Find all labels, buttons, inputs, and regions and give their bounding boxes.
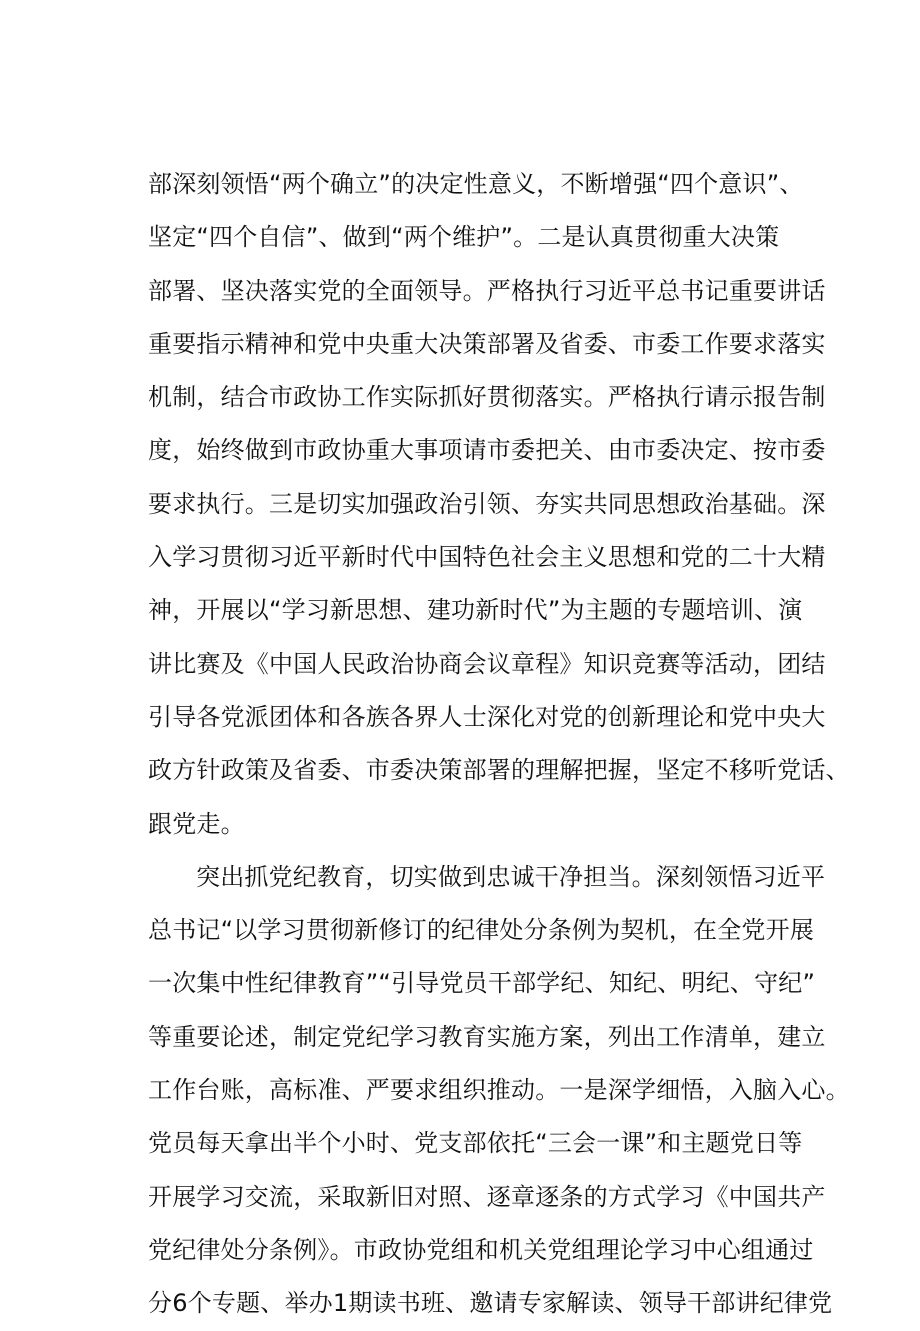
paragraph-1-line-8: 入学习贯彻习近平新时代中国特色社会主义思想和党的二十大精 <box>148 543 826 572</box>
paragraph-1-line-10: 讲比赛及《中国人民政治协商会议章程》知识竞赛等活动，团结 <box>148 649 826 678</box>
paragraph-2-line-9: 分6个专题、举办1期读书班、邀请专家解读、领导干部讲纪律党 <box>148 1289 833 1318</box>
paragraph-1-line-13: 跟党走。 <box>148 809 245 838</box>
paragraph-2-line-3: 一次集中性纪律教育”“引导党员干部学纪、知纪、明纪、守纪” <box>148 969 816 998</box>
paragraph-1 <box>148 158 850 851</box>
paragraph-1-line-11: 引导各党派团体和各族各界人士深化对党的创新理论和党中央大 <box>148 702 826 731</box>
paragraph-2 <box>148 851 850 1331</box>
paragraph-1-line-5: 机制，结合市政协工作实际抓好贯彻落实。严格执行请示报告制 <box>148 383 826 412</box>
paragraph-1-line-4: 重要指示精神和党中央重大决策部署及省委、市委工作要求落实 <box>148 329 826 358</box>
paragraph-2-line-7: 开展学习交流，采取新旧对照、逐章逐条的方式学习《中国共产 <box>148 1182 826 1211</box>
paragraph-2-line-6: 党员每天拿出半个小时、党支部依托“三会一课”和主题党日等 <box>148 1129 803 1158</box>
paragraph-1-line-1: 部深刻领悟“两个确立”的决定性意义，不断增强“四个意识”、 <box>148 170 804 198</box>
paragraph-1-line-9: 神，开展以“学习新思想、建功新时代”为主题的专题培训、演 <box>148 596 803 625</box>
paragraph-2-line-8: 党纪律处分条例》。市政协党组和机关党组理论学习中心组通过 <box>148 1235 814 1264</box>
paragraph-2-line-2: 总书记“以学习贯彻新修订的纪律处分条例为契机，在全党开展 <box>148 916 815 945</box>
paragraph-1-line-2: 坚定“四个自信”、做到“两个维护”。二是认真贯彻重大决策 <box>148 223 780 252</box>
document-body <box>148 158 850 1331</box>
paragraph-1-line-3: 部署、坚决落实党的全面领导。严格执行习近平总书记重要讲话 <box>148 276 826 305</box>
paragraph-2-line-5: 工作台账，高标准、严要求组织推动。一是深学细悟，入脑入心。 <box>148 1076 850 1105</box>
paragraph-1-line-6: 度，始终做到市政协重大事项请市委把关、由市委决定、按市委 <box>148 436 826 465</box>
paragraph-1-line-7: 要求执行。三是切实加强政治引领、夯实共同思想政治基础。深 <box>148 489 826 518</box>
paragraph-2-line-1: 突出抓党纪教育，切实做到忠诚干净担当。深刻领悟习近平 <box>196 862 826 891</box>
paragraph-2-line-4: 等重要论述，制定党纪学习教育实施方案，列出工作清单，建立 <box>148 1022 826 1051</box>
paragraph-1-line-12: 政方针政策及省委、市委决策部署的理解把握，坚定不移听党话、 <box>148 756 850 785</box>
